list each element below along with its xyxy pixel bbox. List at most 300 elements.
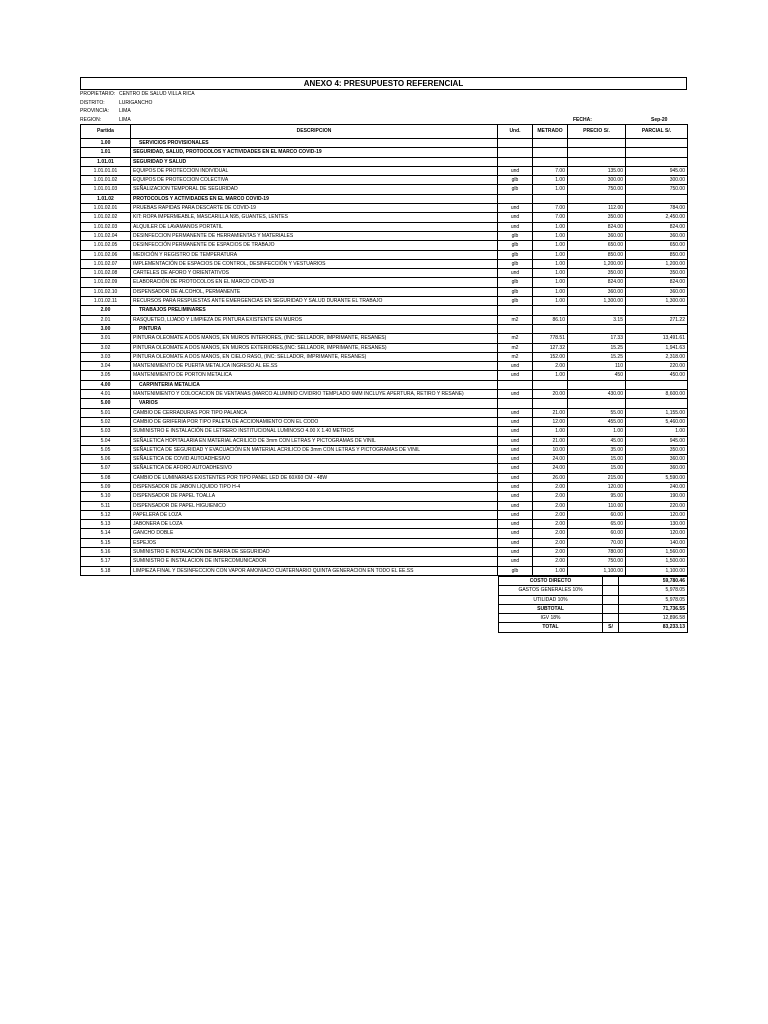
cell-und: und	[498, 436, 533, 445]
table-row	[81, 287, 688, 296]
cell-descripcion: PINTURA	[131, 324, 498, 333]
cell-partida: 3.03	[81, 352, 131, 361]
cell-parcial: 350.00	[626, 269, 688, 278]
cell-parcial	[626, 399, 688, 408]
cell-parcial: 1,200.00	[626, 259, 688, 268]
table-row	[81, 352, 688, 361]
cell-metrado: 2.00	[533, 482, 568, 491]
cell-descripcion: LIMPIEZA FINAL Y DESINFECCION CON VAPOR AMONIACO CUATERNARIO QUINTA GENERACION EN TODO EL EE.SS	[131, 566, 498, 575]
totals-value: 83,233.13	[619, 623, 688, 632]
cell-descripcion: CAMBIO DE LUMINARIAS EXISTENTES POR TIPO PANEL LED DE 60X60 CM - 48W	[131, 473, 498, 482]
cell-und: und	[498, 222, 533, 231]
header-metrado: METRADO	[533, 125, 568, 139]
cell-precio: 110.00	[568, 501, 626, 510]
section-row	[81, 148, 688, 157]
info-distrito	[80, 99, 687, 108]
cell-parcial: 1,500.00	[626, 557, 688, 566]
cell-precio: 45.00	[568, 436, 626, 445]
cell-precio: 1,200.00	[568, 259, 626, 268]
cell-descripcion: SEÑALIZACION TEMPORAL DE SEGURIDAD	[131, 185, 498, 194]
table-row	[81, 566, 688, 575]
cell-parcial: 220.00	[626, 501, 688, 510]
cell-und: glb	[498, 241, 533, 250]
cell-precio	[568, 380, 626, 389]
cell-partida: 5.16	[81, 548, 131, 557]
totals-currency	[603, 595, 619, 604]
cell-partida: 4.00	[81, 380, 131, 389]
header-partida: Partida	[81, 125, 131, 139]
cell-precio: 1,100.00	[568, 566, 626, 575]
table-row	[81, 482, 688, 491]
cell-partida: 5.03	[81, 427, 131, 436]
cell-partida: 1.00	[81, 139, 131, 148]
cell-und: und	[498, 501, 533, 510]
cell-descripcion: DISPENSADOR DE ALCOHOL, PERMANENTE	[131, 287, 498, 296]
cell-partida: 5.06	[81, 455, 131, 464]
cell-partida: 1.01.02.04	[81, 231, 131, 240]
cell-partida: 1.01.02.05	[81, 241, 131, 250]
table-row	[81, 176, 688, 185]
cell-precio: 35.00	[568, 445, 626, 454]
cell-und	[498, 194, 533, 203]
cell-parcial: 784.00	[626, 204, 688, 213]
cell-descripcion: EQUIPOS DE PROTECCION COLECTIVA	[131, 176, 498, 185]
cell-und: glb	[498, 231, 533, 240]
cell-parcial: 120.00	[626, 510, 688, 519]
cell-descripcion: GANCHO DOBLE	[131, 529, 498, 538]
cell-parcial: 750.00	[626, 185, 688, 194]
cell-parcial: 2,318.00	[626, 352, 688, 361]
cell-parcial: 850.00	[626, 250, 688, 259]
cell-partida: 1.01.02.03	[81, 222, 131, 231]
cell-metrado: 2.00	[533, 492, 568, 501]
cell-partida: 5.18	[81, 566, 131, 575]
cell-descripcion: EQUIPOS DE PROTECCION INDIVIDUAL	[131, 166, 498, 175]
cell-und: und	[498, 492, 533, 501]
totals-row	[499, 623, 688, 632]
section-row	[81, 324, 688, 333]
cell-metrado	[533, 194, 568, 203]
cell-partida: 1.01.01.01	[81, 166, 131, 175]
cell-partida: 3.02	[81, 343, 131, 352]
cell-metrado: 12.00	[533, 417, 568, 426]
cell-metrado: 24.00	[533, 455, 568, 464]
cell-und: und	[498, 548, 533, 557]
cell-und: und	[498, 557, 533, 566]
cell-precio: 1.00	[568, 427, 626, 436]
header-und: Und.	[498, 125, 533, 139]
cell-descripcion: SUMINISTRO E INSTALACION DE INTERCOMUNICADOR	[131, 557, 498, 566]
cell-parcial: 824.00	[626, 278, 688, 287]
cell-partida: 3.01	[81, 334, 131, 343]
totals-row	[499, 576, 688, 585]
distrito-label: DISTRITO:	[80, 99, 105, 106]
cell-metrado: 2.00	[533, 548, 568, 557]
table-row	[81, 492, 688, 501]
cell-partida: 2.01	[81, 315, 131, 324]
cell-und: und	[498, 269, 533, 278]
cell-und: und	[498, 538, 533, 547]
cell-partida: 5.17	[81, 557, 131, 566]
info-propietario	[80, 90, 687, 99]
cell-parcial: 824.00	[626, 222, 688, 231]
cell-partida: 1.01.02.06	[81, 250, 131, 259]
cell-descripcion: SEÑALETICA DE SEGURIDAD Y EVACUACIÓN EN MATERIAL ACRILICO DE 3mm CON LETRAS Y PICTOGRAMAS DE VINIL	[131, 445, 498, 454]
cell-metrado: 127.32	[533, 343, 568, 352]
cell-parcial: 450.00	[626, 371, 688, 380]
cell-precio: 780.00	[568, 548, 626, 557]
cell-descripcion: TRABAJOS PRELIMINARES	[131, 306, 498, 315]
cell-precio: 850.00	[568, 250, 626, 259]
cell-partida: 1.01.01.03	[81, 185, 131, 194]
cell-descripcion: PROTOCOLOS Y ACTIVIDADES EN EL MARCO COVID-19	[131, 194, 498, 203]
cell-metrado: 1.00	[533, 427, 568, 436]
cell-descripcion: DESINFECCIÓN PERMANENTE DE ESPACIOS DE TRABAJO	[131, 241, 498, 250]
cell-parcial: 13,491.61	[626, 334, 688, 343]
cell-precio: 60.00	[568, 510, 626, 519]
cell-precio	[568, 148, 626, 157]
cell-precio: 120.00	[568, 482, 626, 491]
cell-descripcion: ESPEJOS	[131, 538, 498, 547]
table-row	[81, 204, 688, 213]
cell-precio: 1,300.00	[568, 297, 626, 306]
cell-descripcion: RASQUETEO, LIJADO Y LIMPIEZA DE PINTURA EXISTENTE EN MUROS	[131, 315, 498, 324]
table-row	[81, 231, 688, 240]
cell-parcial: 1,100.00	[626, 566, 688, 575]
cell-precio: 430.00	[568, 390, 626, 399]
totals-currency	[603, 604, 619, 613]
cell-metrado: 1.00	[533, 185, 568, 194]
cell-und: und	[498, 371, 533, 380]
info-region	[80, 116, 687, 125]
cell-und: m2	[498, 334, 533, 343]
header-descripcion: DESCRIPCION	[131, 125, 498, 139]
cell-und: m2	[498, 352, 533, 361]
cell-metrado: 152.00	[533, 352, 568, 361]
cell-partida: 3.05	[81, 371, 131, 380]
cell-parcial	[626, 157, 688, 166]
header-precio: PRECIO S/.	[568, 125, 626, 139]
table-row	[81, 436, 688, 445]
cell-metrado	[533, 148, 568, 157]
totals-row	[499, 604, 688, 613]
section-row	[81, 306, 688, 315]
propietario-value: CENTRO DE SALUD VILLA RICA	[119, 91, 195, 97]
cell-precio: 650.00	[568, 241, 626, 250]
cell-precio: 360.00	[568, 231, 626, 240]
table-row	[81, 408, 688, 417]
fecha-value: Sep-20	[651, 116, 668, 123]
cell-und: glb	[498, 250, 533, 259]
cell-und	[498, 306, 533, 315]
cell-und: glb	[498, 185, 533, 194]
cell-parcial: 8,600.00	[626, 390, 688, 399]
cell-und	[498, 324, 533, 333]
section-row	[81, 157, 688, 166]
totals-label: GASTOS GENERALES 10%	[499, 586, 603, 595]
cell-und: und	[498, 417, 533, 426]
cell-und: und	[498, 520, 533, 529]
provincia-value: LIMA	[119, 108, 131, 114]
cell-und: und	[498, 408, 533, 417]
cell-metrado: 1.00	[533, 371, 568, 380]
table-row	[81, 473, 688, 482]
cell-descripcion: ELABORACIÓN DE PROTOCOLOS EN EL MARCO COVID-19	[131, 278, 498, 287]
cell-descripcion: ALQUILER DE LAVAMANOS PORTATIL	[131, 222, 498, 231]
table-row	[81, 427, 688, 436]
cell-descripcion: SEÑALETICA DE AFORO AUTOADHESIVO	[131, 464, 498, 473]
cell-metrado: 1.00	[533, 250, 568, 259]
cell-und: und	[498, 464, 533, 473]
cell-precio	[568, 399, 626, 408]
cell-precio: 60.00	[568, 529, 626, 538]
cell-descripcion: MANTENIMIENTO Y COLOCACION DE VENTANAS (MARCO ALUMINIO C/VIDRIO TEMPLADO 6MM INCLUYE APERTURA, RETIRO Y RESANE)	[131, 390, 498, 399]
cell-precio: 300.00	[568, 176, 626, 185]
cell-und	[498, 399, 533, 408]
section-row	[81, 194, 688, 203]
cell-metrado: 2.00	[533, 520, 568, 529]
cell-parcial: 240.00	[626, 482, 688, 491]
table-row	[81, 417, 688, 426]
table-row	[81, 445, 688, 454]
info-provincia	[80, 107, 687, 116]
cell-metrado: 7.00	[533, 166, 568, 175]
cell-partida: 1.01.02.08	[81, 269, 131, 278]
cell-precio: 350.00	[568, 213, 626, 222]
cell-precio	[568, 324, 626, 333]
cell-parcial: 1,941.63	[626, 343, 688, 352]
cell-parcial: 350.00	[626, 445, 688, 454]
cell-partida: 5.00	[81, 399, 131, 408]
cell-parcial: 1,300.00	[626, 297, 688, 306]
cell-und: und	[498, 510, 533, 519]
section-row	[81, 139, 688, 148]
region-label: REGION:	[80, 116, 102, 123]
cell-und: und	[498, 529, 533, 538]
cell-descripcion: IMPLEMENTACIÓN DE ESPACIOS DE CONTROL, DESINFECCIÓN Y VESTUARIOS	[131, 259, 498, 268]
cell-precio: 112.00	[568, 204, 626, 213]
cell-descripcion: KIT: ROPA IMPERMEABLE, MASCARILLA N95, GUANTES, LENTES	[131, 213, 498, 222]
cell-precio: 360.00	[568, 287, 626, 296]
cell-partida: 5.14	[81, 529, 131, 538]
cell-und: und	[498, 473, 533, 482]
propietario-label: PROPIETARIO:	[80, 91, 116, 97]
cell-partida: 5.15	[81, 538, 131, 547]
cell-precio: 110	[568, 362, 626, 371]
cell-und: glb	[498, 566, 533, 575]
cell-metrado: 1.00	[533, 287, 568, 296]
cell-parcial: 360.00	[626, 231, 688, 240]
table-row	[81, 371, 688, 380]
cell-und	[498, 139, 533, 148]
section-row	[81, 399, 688, 408]
cell-precio: 215.00	[568, 473, 626, 482]
totals-currency	[603, 576, 619, 585]
cell-und: und	[498, 390, 533, 399]
cell-precio: 65.00	[568, 520, 626, 529]
cell-descripcion: SEGURIDAD, SALUD, PROTOCOLOS Y ACTIVIDADES EN EL MARCO COVID-19	[131, 148, 498, 157]
cell-partida: 4.01	[81, 390, 131, 399]
cell-parcial: 650.00	[626, 241, 688, 250]
cell-metrado: 21.00	[533, 436, 568, 445]
cell-metrado: 86.10	[533, 315, 568, 324]
cell-partida: 1.01.01	[81, 157, 131, 166]
cell-descripcion: PAPELERA DE LOZA	[131, 510, 498, 519]
totals-label: IGV 18%	[499, 614, 603, 623]
cell-parcial: 271.22	[626, 315, 688, 324]
cell-descripcion: DISPENSADOR DE PAPEL TOALLA	[131, 492, 498, 501]
cell-und: und	[498, 482, 533, 491]
budget-table	[80, 124, 688, 576]
table-row	[81, 343, 688, 352]
cell-und: und	[498, 166, 533, 175]
cell-und: m2	[498, 315, 533, 324]
cell-precio: 15.25	[568, 352, 626, 361]
cell-metrado: 7.00	[533, 204, 568, 213]
cell-partida: 5.09	[81, 482, 131, 491]
totals-value: 5,978.05	[619, 586, 688, 595]
totals-row	[499, 614, 688, 623]
cell-partida: 5.07	[81, 464, 131, 473]
cell-descripcion: PRUEBAS RAPIDAS PARA DESCARTE DE COVID-19	[131, 204, 498, 213]
cell-precio	[568, 194, 626, 203]
cell-precio	[568, 157, 626, 166]
cell-partida: 1.01.02.10	[81, 287, 131, 296]
table-row	[81, 297, 688, 306]
cell-precio: 3.15	[568, 315, 626, 324]
cell-metrado	[533, 139, 568, 148]
cell-metrado: 2.00	[533, 529, 568, 538]
cell-partida: 5.05	[81, 445, 131, 454]
totals-label: TOTAL	[499, 623, 603, 632]
cell-metrado: 10.00	[533, 445, 568, 454]
cell-parcial: 945.00	[626, 166, 688, 175]
totals-row	[499, 595, 688, 604]
cell-parcial: 2,450.00	[626, 213, 688, 222]
cell-metrado: 1.00	[533, 269, 568, 278]
table-row	[81, 557, 688, 566]
cell-parcial: 190.00	[626, 492, 688, 501]
table-row	[81, 510, 688, 519]
cell-metrado	[533, 380, 568, 389]
cell-descripcion: SUMINISTRO E INSTALACIÓN DE BARRA DE SEGURIDAD	[131, 548, 498, 557]
table-row	[81, 464, 688, 473]
cell-und: glb	[498, 297, 533, 306]
cell-und: glb	[498, 278, 533, 287]
cell-parcial: 360.00	[626, 464, 688, 473]
cell-precio: 450	[568, 371, 626, 380]
cell-parcial: 120.00	[626, 529, 688, 538]
totals-label: COSTO DIRECTO	[499, 576, 603, 585]
cell-descripcion: DESINFECCION PERMANENTE DE HERRAMIENTAS Y MATERIALES	[131, 231, 498, 240]
table-row	[81, 529, 688, 538]
table-row	[81, 362, 688, 371]
cell-metrado	[533, 324, 568, 333]
cell-partida: 2.00	[81, 306, 131, 315]
cell-parcial: 300.00	[626, 176, 688, 185]
cell-precio: 95.00	[568, 492, 626, 501]
cell-parcial	[626, 194, 688, 203]
table-header-row	[81, 125, 688, 139]
table-row	[81, 538, 688, 547]
cell-parcial: 5,590.00	[626, 473, 688, 482]
cell-precio	[568, 306, 626, 315]
cell-descripcion: PINTURA OLEOMATE A DOS MANOS, EN MUROS INTERIORES, (INC: SELLADOR, IMPRIMANTE, RESANES)	[131, 334, 498, 343]
cell-metrado: 1.00	[533, 297, 568, 306]
cell-partida: 5.04	[81, 436, 131, 445]
table-row	[81, 455, 688, 464]
cell-und: m2	[498, 343, 533, 352]
cell-und: und	[498, 427, 533, 436]
cell-und	[498, 148, 533, 157]
cell-descripcion: SEÑALETICA DE COVID AUTOADHESIVO	[131, 455, 498, 464]
cell-und: glb	[498, 176, 533, 185]
cell-descripcion: MANTENIMIENTO DE PORTON METALICA	[131, 371, 498, 380]
table-row	[81, 250, 688, 259]
cell-partida: 1.01.02	[81, 194, 131, 203]
cell-metrado: 7.00	[533, 213, 568, 222]
cell-precio: 17.33	[568, 334, 626, 343]
cell-metrado: 1.00	[533, 259, 568, 268]
cell-parcial: 1,560.00	[626, 548, 688, 557]
cell-parcial: 945.00	[626, 436, 688, 445]
cell-metrado	[533, 157, 568, 166]
cell-precio: 455.00	[568, 417, 626, 426]
cell-precio: 70.00	[568, 538, 626, 547]
cell-descripcion: CAMBIO DE CERRADURAS POR TIPO PALANCA	[131, 408, 498, 417]
fecha-label: FECHA:	[573, 116, 592, 123]
cell-parcial: 1.00	[626, 427, 688, 436]
cell-precio: 750.00	[568, 557, 626, 566]
cell-parcial	[626, 306, 688, 315]
cell-precio: 135.00	[568, 166, 626, 175]
cell-und: glb	[498, 287, 533, 296]
section-row	[81, 380, 688, 389]
cell-partida: 1.01.02.07	[81, 259, 131, 268]
cell-parcial: 130.00	[626, 520, 688, 529]
cell-descripcion: JABONERA DE LOZA	[131, 520, 498, 529]
cell-metrado: 21.00	[533, 408, 568, 417]
totals-label: SUBTOTAL	[499, 604, 603, 613]
cell-und: und	[498, 213, 533, 222]
cell-partida: 1.01.02.09	[81, 278, 131, 287]
cell-partida: 5.08	[81, 473, 131, 482]
cell-metrado: 2.00	[533, 538, 568, 547]
cell-descripcion: RECURSOS PARA RESPUESTAS ANTE EMERGENCIAS EN SEGURIDAD Y SALUD DURANTE EL TRABAJO	[131, 297, 498, 306]
cell-metrado: 2.00	[533, 501, 568, 510]
cell-metrado	[533, 399, 568, 408]
cell-metrado: 1.00	[533, 278, 568, 287]
cell-partida: 3.00	[81, 324, 131, 333]
cell-descripcion: SERVICIOS PROVISIONALES	[131, 139, 498, 148]
totals-value: 12,896.58	[619, 614, 688, 623]
totals-row	[499, 586, 688, 595]
totals-value: 71,736.55	[619, 604, 688, 613]
cell-precio: 350.00	[568, 269, 626, 278]
cell-und: und	[498, 362, 533, 371]
cell-partida: 5.13	[81, 520, 131, 529]
cell-parcial	[626, 380, 688, 389]
cell-descripcion: CARTELES DE AFORO Y ORIENTATIVOS	[131, 269, 498, 278]
table-row	[81, 315, 688, 324]
cell-precio: 15.25	[568, 343, 626, 352]
totals-value: 5,978.05	[619, 595, 688, 604]
cell-metrado: 24.00	[533, 464, 568, 473]
sheet-title: ANEXO 4: PRESUPUESTO REFERENCIAL	[80, 77, 687, 90]
cell-descripcion: PINTURA OLEOMATE A DOS MANOS, EN CIELO RASO, (INC: SELLADOR, IMPRIMANTE, RESANES)	[131, 352, 498, 361]
table-row	[81, 334, 688, 343]
table-row	[81, 185, 688, 194]
